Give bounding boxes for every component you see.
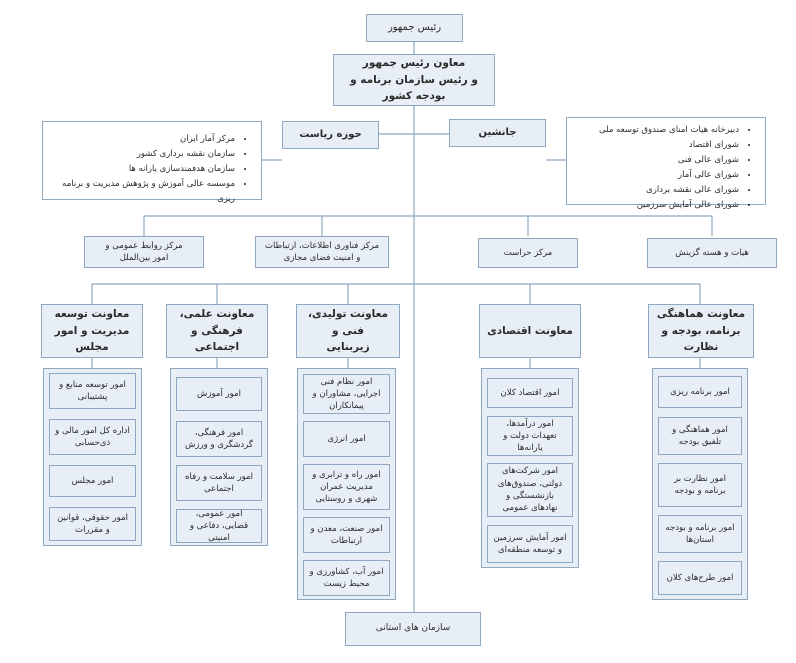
deputy-production-infrastructure bbox=[296, 304, 400, 358]
unit-box: امور صنعت، معدن و ارتباطات bbox=[303, 517, 390, 553]
list-item: • مرکز آمار ایران bbox=[49, 132, 235, 147]
vp-box bbox=[333, 54, 495, 106]
list-item: • شورای عالی آمایش سرزمین bbox=[573, 198, 739, 213]
list-item: • سازمان هدفمندسازی یارانه ها bbox=[49, 162, 235, 177]
unit-box: امور برنامه ریزی bbox=[658, 376, 742, 408]
unit-box: امور آموزش bbox=[176, 377, 262, 411]
deputy-title: برنامه، بودجه و نظارت bbox=[661, 324, 741, 354]
list-item: • شورای عالی آمار bbox=[573, 168, 739, 183]
deputy-title: مدیریت و امور مجلس bbox=[54, 324, 130, 354]
deputy-title: معاونت اقتصادی bbox=[487, 324, 573, 337]
unit-box: امور حقوقی، قوانین و مقررات bbox=[49, 507, 136, 541]
list-item: • شورای اقتصاد bbox=[573, 138, 739, 153]
center-public-relations bbox=[84, 236, 204, 268]
unit-box: امور مجلس bbox=[49, 465, 136, 497]
unit-box: امور آب، کشاورزی و محیط زیست bbox=[303, 560, 390, 596]
unit-box: امور راه و ترابری و مدیریت عمران شهری و روستایی bbox=[303, 464, 390, 510]
center-line: مرکز روابط عمومی و bbox=[105, 240, 183, 251]
deputy-title: معاونت هماهنگی bbox=[656, 307, 746, 320]
unit-box: امور فرهنگی، گردشگری و ورزش bbox=[176, 421, 262, 457]
unit-box: امور نظارت بر برنامه و بودجه bbox=[658, 463, 742, 507]
deputy-title: معاونت علمی، bbox=[179, 307, 255, 320]
deputy-scientific-cultural bbox=[166, 304, 268, 358]
unit-box: امور انرژی bbox=[303, 421, 390, 457]
vp-title-line1: معاون رئیس جمهور bbox=[362, 56, 466, 69]
unit-box: امور سلامت و رفاه اجتماعی bbox=[176, 465, 262, 501]
unit-box: امور نظام فنی اجرایی، مشاوران و پیمانکاران bbox=[303, 374, 390, 414]
deputy-title: معاونت تولیدی، فنی و bbox=[307, 307, 389, 337]
center-it-security bbox=[255, 236, 389, 268]
deputy-title: فرهنگی و اجتماعی bbox=[191, 324, 243, 354]
unit-box: اداره کل امور مالی و ذی‌حسابی bbox=[49, 419, 136, 455]
unit-box: امور شرکت‌های دولتی، صندوق‌های بازنشستگی و نهادهای عمومی bbox=[487, 463, 573, 517]
councils-list bbox=[566, 117, 766, 210]
affiliated-organizations-list bbox=[42, 121, 262, 204]
unit-box: امور درآمدها، تعهدات دولت و یارانه‌ها bbox=[487, 416, 573, 456]
center-line: امور بین‌الملل bbox=[119, 253, 169, 263]
unit-box: امور طرح‌های کلان bbox=[658, 561, 742, 595]
unit-box: امور توسعه منابع و پشتیبانی bbox=[49, 373, 136, 409]
office-head-box: حوزه ریاست bbox=[282, 121, 379, 149]
center-security: مرکز حراست bbox=[478, 238, 578, 268]
deputy-coordination-budget bbox=[648, 304, 754, 358]
unit-box: امور اقتصاد کلان bbox=[487, 378, 573, 408]
president-box: رئیس جمهور bbox=[366, 14, 463, 42]
list-item: • دبیرخانه هیات امنای صندوق توسعه ملی bbox=[573, 123, 739, 138]
center-line: و امنیت فضای مجازی bbox=[283, 253, 361, 263]
unit-box: امور برنامه و بودجه استان‌ها bbox=[658, 515, 742, 553]
unit-box: امور آمایش سرزمین و توسعه منطقه‌ای bbox=[487, 525, 573, 563]
list-item: • موسسه عالی آموزش و پژوهش مدیریت و برنامه ریزی bbox=[49, 177, 235, 207]
center-line: مرکز فناوری اطلاعات، ارتباطات bbox=[264, 240, 380, 251]
deputy-title: زیربنایی bbox=[326, 341, 370, 354]
center-selection-board: هیات و هسته گزینش bbox=[647, 238, 777, 268]
list-item: • شورای عالی فنی bbox=[573, 153, 739, 168]
list-item: • سازمان نقشه برداری کشور bbox=[49, 147, 235, 162]
provincial-organizations-box: سازمان های استانی bbox=[345, 612, 481, 646]
deputy-development-management bbox=[41, 304, 143, 358]
deputy-title: معاونت توسعه bbox=[54, 307, 130, 320]
unit-box: امور هماهنگی و تلفیق بودجه bbox=[658, 417, 742, 455]
vp-title-line2: و رئیس سازمان برنامه و بودجه کشور bbox=[350, 73, 478, 103]
list-item: • شورای عالی نقشه برداری bbox=[573, 183, 739, 198]
unit-box: امور عمومی، قضایی، دفاعی و امنیتی bbox=[176, 509, 262, 543]
deputy-economic bbox=[479, 304, 581, 358]
successor-box: جانشین bbox=[449, 119, 546, 147]
